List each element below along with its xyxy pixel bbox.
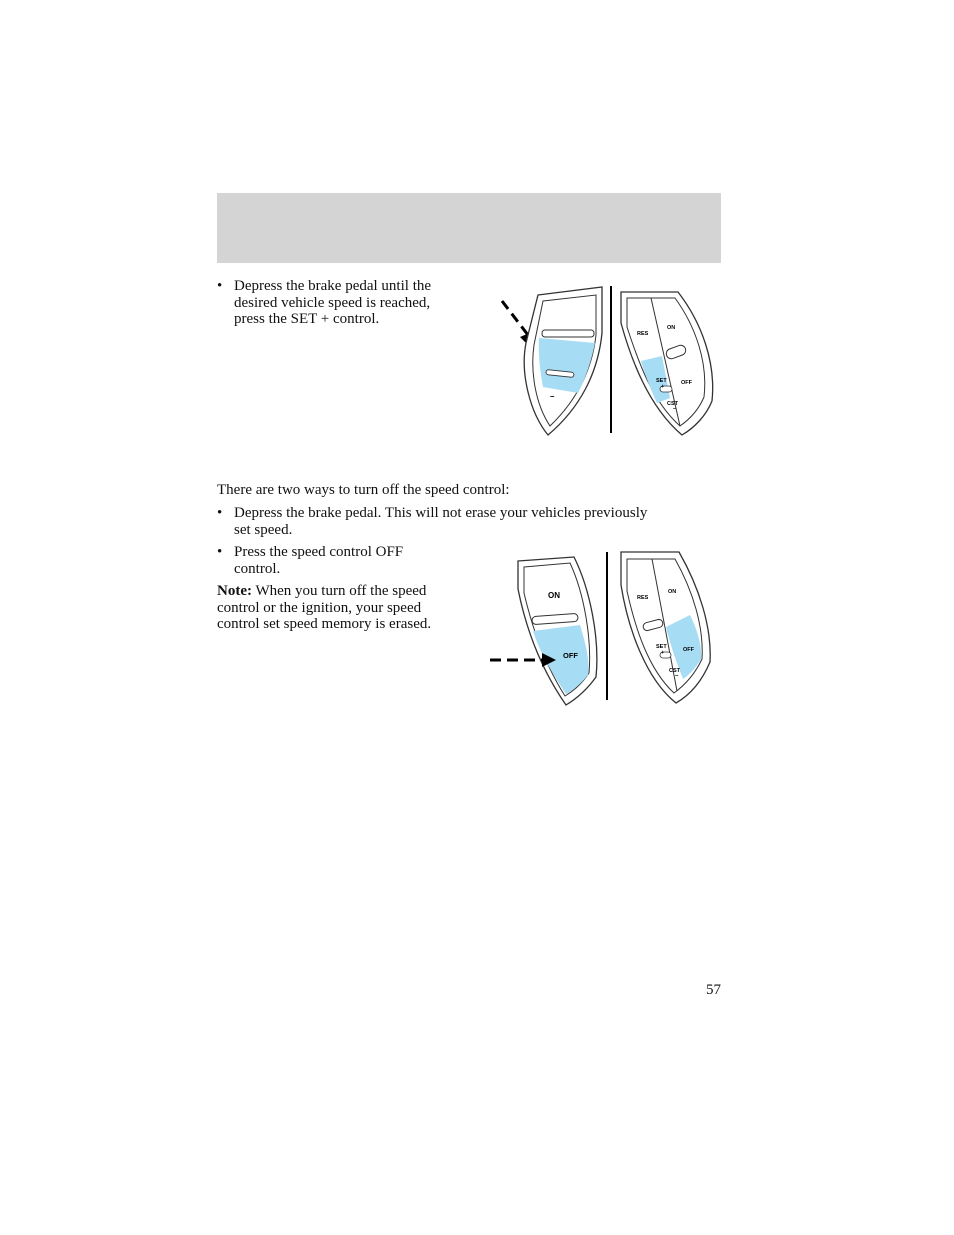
left-set-bar <box>542 330 594 337</box>
note-line: When you turn off the speed <box>251 583 427 599</box>
bullet-line: Depress the brake pedal. This will not erase your vehicles previously <box>234 505 648 521</box>
right-cst-label: CST <box>669 668 680 674</box>
section-header-band <box>217 193 721 263</box>
right-plus-label: + <box>661 650 665 656</box>
right-res-label: RES <box>637 331 649 337</box>
page-number: 57 <box>706 982 721 998</box>
right-set-label: SET <box>656 644 667 650</box>
note-line: control or the ignition, your speed <box>217 599 422 616</box>
right-res-label: RES <box>637 595 649 601</box>
note-line: control set speed memory is erased. <box>217 616 432 632</box>
figure-off-control <box>486 549 722 709</box>
right-minus-label: – <box>675 673 679 679</box>
dashed-arrow <box>502 301 528 335</box>
left-off-label: OFF <box>563 651 578 660</box>
bullet-symbol: • <box>217 544 223 560</box>
left-minus-label: – <box>550 392 555 401</box>
bullet-line: Press the speed control OFF <box>234 544 404 560</box>
right-cst-label: CST <box>667 401 678 407</box>
bullet-line: set speed. <box>234 521 293 538</box>
note-label: Note: <box>217 583 252 599</box>
bullet-line: control. <box>234 560 281 577</box>
bullet-line: press the SET + control. <box>234 311 380 327</box>
right-off-label: OFF <box>683 647 694 653</box>
note-paragraph <box>217 583 477 633</box>
figure-set-control <box>490 283 722 438</box>
right-minus-label: – <box>673 406 677 412</box>
bullet-line: desired vehicle speed is reached, <box>234 294 431 311</box>
right-off-label: OFF <box>681 380 692 386</box>
bullet-symbol: • <box>217 505 223 521</box>
right-on-label: ON <box>667 325 676 331</box>
intro-text: There are two ways to turn off the speed control: <box>217 482 510 498</box>
right-on-label: ON <box>668 589 677 595</box>
left-on-label: ON <box>548 591 560 600</box>
right-set-label: SET <box>656 378 667 384</box>
bullet-symbol: • <box>217 278 223 294</box>
right-plus-label: + <box>661 384 665 390</box>
bullet-line: Depress the brake pedal until the <box>234 278 432 294</box>
